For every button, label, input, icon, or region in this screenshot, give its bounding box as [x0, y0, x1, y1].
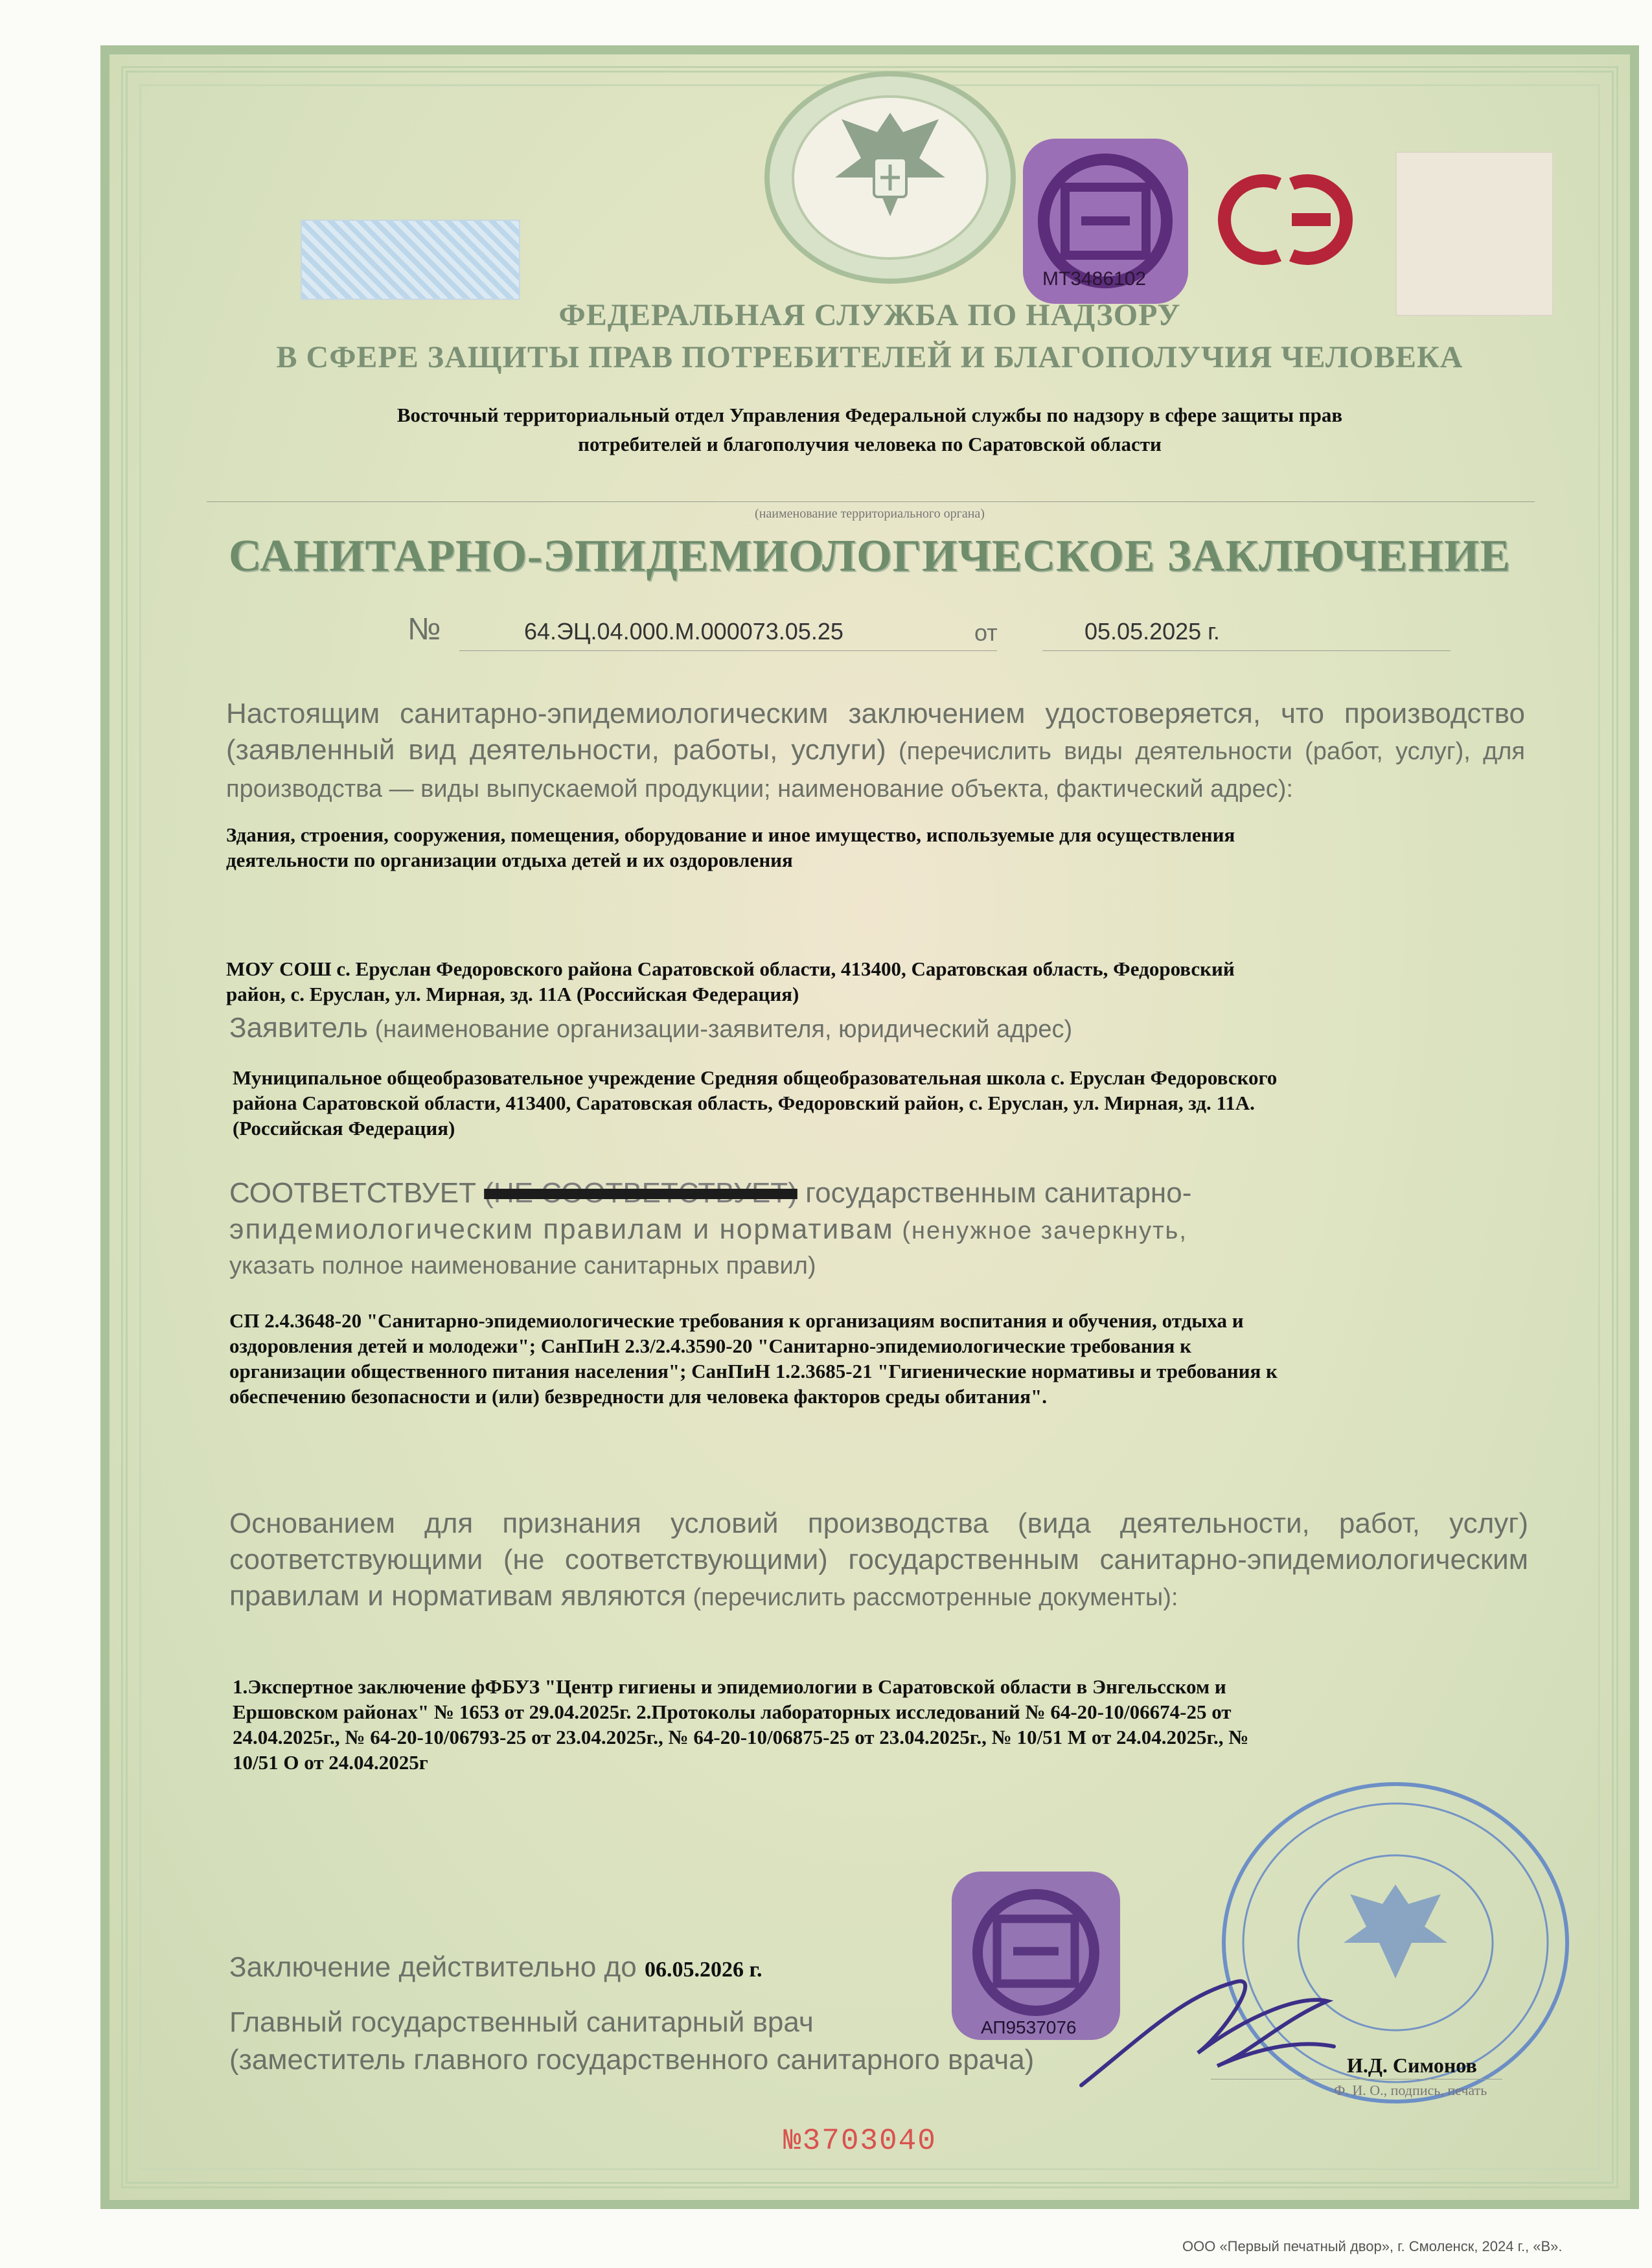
agency-line-2: В СФЕРЕ ЗАЩИТЫ ПРАВ ПОТРЕБИТЕЛЕЙ И БЛАГОПОЛУЧИЯ ЧЕЛОВЕКА [276, 340, 1463, 374]
basis-value-3: 24.04.2025г., № 64-20-10/06793-25 от 23.04.2025г., № 64-20-10/06875-25 от 23.04.2025г., № 10/51 М от 24.04.2025г., № [233, 1726, 1249, 1748]
hologram-serial-bottom: АП9537076 [981, 2017, 1077, 2037]
office-hint: (наименование территориального органа) [755, 507, 985, 521]
production-hint: (перечислить виды деятельности (работ, услуг), для производства — виды выпускаемой продукции; наименование объекта, фактический адрес): [226, 738, 1525, 803]
office-underline [207, 501, 1535, 502]
applicant-value-3: (Российская Федерация) [233, 1117, 455, 1140]
basis-text: Основанием для признания условий производства (вида деятельности, работ, услуг) соответствующими (не соответствующими) государственным санитарно-эпидемиологическим правилам и нормативам являются [229, 1507, 1528, 1612]
signer-name: И.Д. Симонов [1347, 2054, 1477, 2077]
security-strip [301, 220, 520, 300]
hologram-serial-top: МТ3486102 [1042, 268, 1147, 290]
blank-panel [1395, 152, 1554, 316]
from-label: от [974, 619, 998, 646]
compliance-hint: (ненужное зачеркнуть, [893, 1217, 1187, 1244]
rules-value-1: СП 2.4.3648-20 "Санитарно-эпидемиологические требования к организациям воспитания и обучения, отдыха и [229, 1309, 1244, 1332]
applicant-label: Заявитель [229, 1012, 369, 1044]
agency-line-1: ФЕДЕРАЛЬНАЯ СЛУЖБА ПО НАДЗОРУ [558, 298, 1181, 332]
production-text: Настоящим санитарно-эпидемиологическим заключением удостоверяется, что производство (заявленный вид деятельности, работы, услуги) [226, 698, 1525, 766]
applicant-value-1: Муниципальное общеобразовательное учреждение Средняя общеобразовательная школа с. Еруслан Федоровского [233, 1066, 1278, 1089]
valid-date: 06.05.2026 г. [644, 1958, 763, 1982]
basis-hint: (перечислить рассмотренные документы): [685, 1584, 1178, 1611]
compliance-rest: государственным санитарно- [805, 1177, 1192, 1209]
valid-until [229, 1949, 763, 1986]
rules-value-4: обеспечению безопасности и (или) безвредности для человека факторов среды обитания". [229, 1385, 1047, 1408]
rules-value-2: оздоровления детей и молодежи"; СанПиН 2.3/2.4.3590-20 "Санитарно-эпидемиологические требования к [229, 1334, 1192, 1357]
number-underline [459, 650, 997, 651]
compliance-line-3: указать полное наименование санитарных правил) [229, 1252, 816, 1279]
signer-hint: Ф. И. О., подпись, печать [1334, 2082, 1487, 2098]
office-line-2: потребителей и благополучия человека по Саратовской области [578, 433, 1162, 455]
document-date: 05.05.2025 г. [1084, 618, 1220, 645]
date-underline [1042, 650, 1451, 651]
not-complies-struck: (НЕ СООТВЕТСТВУЕТ) [484, 1177, 797, 1209]
applicant-value-2: района Саратовской области, 413400, Саратовская область, Федоровский район, с. Еруслан, ул. Мирная, зд. 11А. [233, 1092, 1255, 1114]
rules-value-3: организации общественного питания населения"; СанПиН 1.2.3685-21 "Гигиенические нормативы и требования к [229, 1360, 1278, 1382]
doctor-line-2: (заместитель главного государственного санитарного врача) [229, 2044, 1035, 2076]
applicant-hint: (наименование организации-заявителя, юридический адрес) [368, 1016, 1073, 1043]
form-number: №3703040 [783, 2124, 937, 2158]
doctor-line-1: Главный государственный санитарный врач [229, 2006, 814, 2038]
applicant-heading [229, 1010, 1072, 1048]
printer-imprint: ООО «Первый печатный двор», г. Смоленск, 2024 г., «В». [1182, 2238, 1563, 2254]
document-number: 64.ЭЦ.04.000.М.000073.05.25 [524, 618, 843, 645]
russian-coat-of-arms-icon [757, 67, 1023, 301]
basis-value-4: 10/51 О от 24.04.2025г [233, 1751, 428, 1774]
page-title: САНИТАРНО-ЭПИДЕМИОЛОГИЧЕСКОЕ ЗАКЛЮЧЕНИЕ [228, 531, 1511, 581]
complies-word: СООТВЕТСТВУЕТ [229, 1177, 476, 1209]
object-address-1: МОУ СОШ с. Еруслан Федоровского района Саратовской области, 413400, Саратовская область, Федоровский [226, 957, 1235, 980]
production-value-1: Здания, строения, сооружения, помещения, оборудование и иное имущество, используемые для осуществления [226, 823, 1235, 846]
compliance-line-2 [229, 1211, 1528, 1249]
compliance-rules-text: эпидемиологическим правилам и нормативам [229, 1213, 894, 1245]
object-address-2: район, с. Еруслан, ул. Мирная, зд. 11А (Российская Федерация) [226, 983, 799, 1005]
number-label: № [407, 612, 441, 647]
office-line-1: Восточный территориальный отдел Управления Федеральной службы по надзору в сфере защиты прав [396, 404, 1343, 426]
compliance-line-1 [229, 1175, 1528, 1211]
signature-icon [1068, 1956, 1340, 2105]
production-value-2: деятельности по организации отдыха детей и их оздоровления [226, 849, 793, 871]
certificate-sheet [100, 45, 1639, 2209]
section-production [226, 696, 1525, 807]
valid-label: Заключение действительно до [229, 1951, 637, 1983]
basis-value-2: Ершовском районах" № 1653 от 29.04.2025г. 2.Протоколы лабораторных исследований № 64-20-10/06674-25 от [233, 1701, 1232, 1723]
se-logo-icon [1211, 168, 1360, 271]
basis-value-1: 1.Экспертное заключение фФБУЗ "Центр гигиены и эпидемиологии в Саратовской области в Энгельсском и [233, 1675, 1226, 1698]
section-basis [229, 1506, 1528, 1616]
